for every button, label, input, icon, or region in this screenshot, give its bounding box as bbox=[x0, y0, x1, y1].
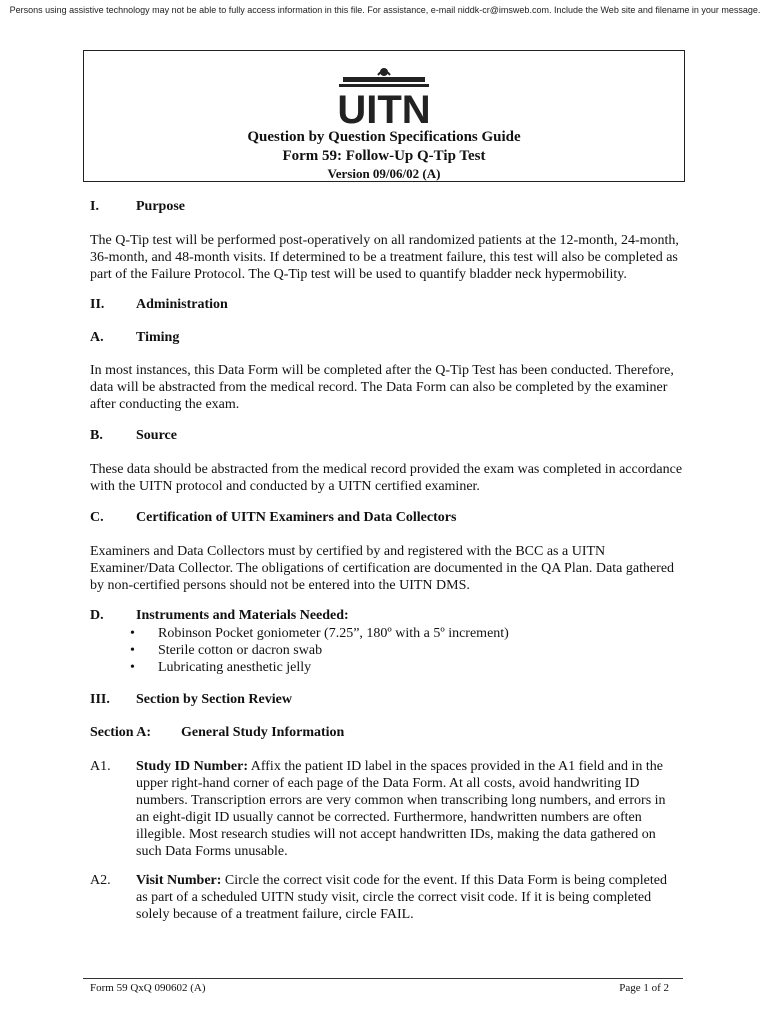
footer-page-number: Page 1 of 2 bbox=[619, 982, 669, 994]
footer-divider bbox=[83, 978, 683, 979]
item-text: Affix the patient ID label in the spaces provided in the A1 field and in the upper right-hand corner of each page of the Data Form. At all costs, avoid handwriting ID numbers. Transcription errors are very common when transcribing long numbers, and errors in an eight-digit ID usually cannot be corrected. Furthermore, handwritten numbers are often illegible. Most research studies will not accept handwritten IDs, making the data gathered on such Data Forms unusable. bbox=[136, 759, 666, 859]
item-text: Circle the correct visit code for the event. If this Data Form is being completed as part of a scheduled UITN study visit, circle the correct visit code. If it is being completed solely because of a treatment failure, circle FAIL. bbox=[136, 873, 667, 922]
purpose-text: The Q-Tip test will be performed post-operatively on all randomized patients at the 12-month, 24-month, 36-month, and 48-month visits. If determined to be a treatment failure, this test will also be completed as part of the Failure Protocol. The Q-Tip test will be used to quantify bladder neck hypermobility. bbox=[90, 233, 679, 282]
section-purpose-heading bbox=[90, 199, 185, 215]
section-title: Administration bbox=[136, 297, 228, 312]
source-text: These data should be abstracted from the medical record provided the exam was completed in accordance with the UITN protocol and conducted by a UITN certified examiner. bbox=[90, 462, 683, 494]
section-title: Purpose bbox=[136, 199, 185, 214]
accessibility-notice: Persons using assistive technology may not be able to fully access information in this file. For assistance, e-mail niddk-cr@imsweb.com. Include the Web site and filename in your message. bbox=[9, 5, 761, 15]
item-a2 bbox=[90, 872, 680, 923]
section-number: A. bbox=[90, 330, 104, 345]
section-certification-heading bbox=[90, 510, 456, 526]
section-title: Certification of UITN Examiners and Data Collectors bbox=[136, 510, 457, 525]
section-a-title: General Study Information bbox=[181, 725, 345, 740]
section-number: I. bbox=[90, 199, 99, 214]
list-item: • Sterile cotton or dacron swab bbox=[130, 643, 323, 658]
version: Version 09/06/02 (A) bbox=[327, 166, 441, 181]
section-number: III. bbox=[90, 692, 110, 707]
instruments-list bbox=[130, 625, 509, 676]
section-timing-heading bbox=[90, 330, 179, 346]
section-title: Source bbox=[136, 428, 177, 443]
section-title: Instruments and Materials Needed: bbox=[136, 608, 349, 623]
uitn-logo bbox=[84, 63, 684, 125]
form-name: Form 59: Follow-Up Q-Tip Test bbox=[282, 148, 486, 164]
section-a-heading bbox=[90, 725, 344, 741]
section-instruments-heading bbox=[90, 608, 349, 624]
section-title: Section by Section Review bbox=[136, 692, 292, 707]
section-administration-heading bbox=[90, 297, 228, 313]
item-label: Study ID Number: bbox=[136, 759, 249, 774]
section-number: D. bbox=[90, 608, 104, 623]
section-source-heading bbox=[90, 428, 177, 444]
certification-text: Examiners and Data Collectors must by certified by and registered with the BCC as a UITN Examiner/Data Collector. The obligations of certification are documented in the QA Plan. Data gathered by non-certified persons should not be entered into the UITN DMS. bbox=[90, 544, 675, 593]
item-number: A2. bbox=[90, 873, 111, 888]
document-title: Question by Question Specifications Guide bbox=[247, 129, 521, 145]
list-item: • Lubricating anesthetic jelly bbox=[130, 660, 312, 675]
item-number: A1. bbox=[90, 759, 111, 774]
logo-text: UITN bbox=[337, 88, 431, 125]
section-review-heading bbox=[90, 692, 292, 708]
section-a-label: Section A: bbox=[90, 725, 152, 740]
document-header bbox=[83, 50, 685, 182]
section-title: Timing bbox=[136, 330, 180, 345]
section-number: II. bbox=[90, 297, 105, 312]
item-a1 bbox=[90, 758, 680, 860]
footer-form-id: Form 59 QxQ 090602 (A) bbox=[90, 982, 206, 994]
section-number: C. bbox=[90, 510, 104, 525]
item-label: Visit Number: bbox=[136, 873, 222, 888]
list-item: • Robinson Pocket goniometer (7.25”, 180º with a 5º increment) bbox=[130, 626, 509, 641]
section-number: B. bbox=[90, 428, 103, 443]
timing-text: In most instances, this Data Form will be completed after the Q-Tip Test has been conducted. Therefore, data will be abstracted from the medical record. The Data Form can also be completed by the examiner after conducting the exam. bbox=[90, 363, 674, 412]
